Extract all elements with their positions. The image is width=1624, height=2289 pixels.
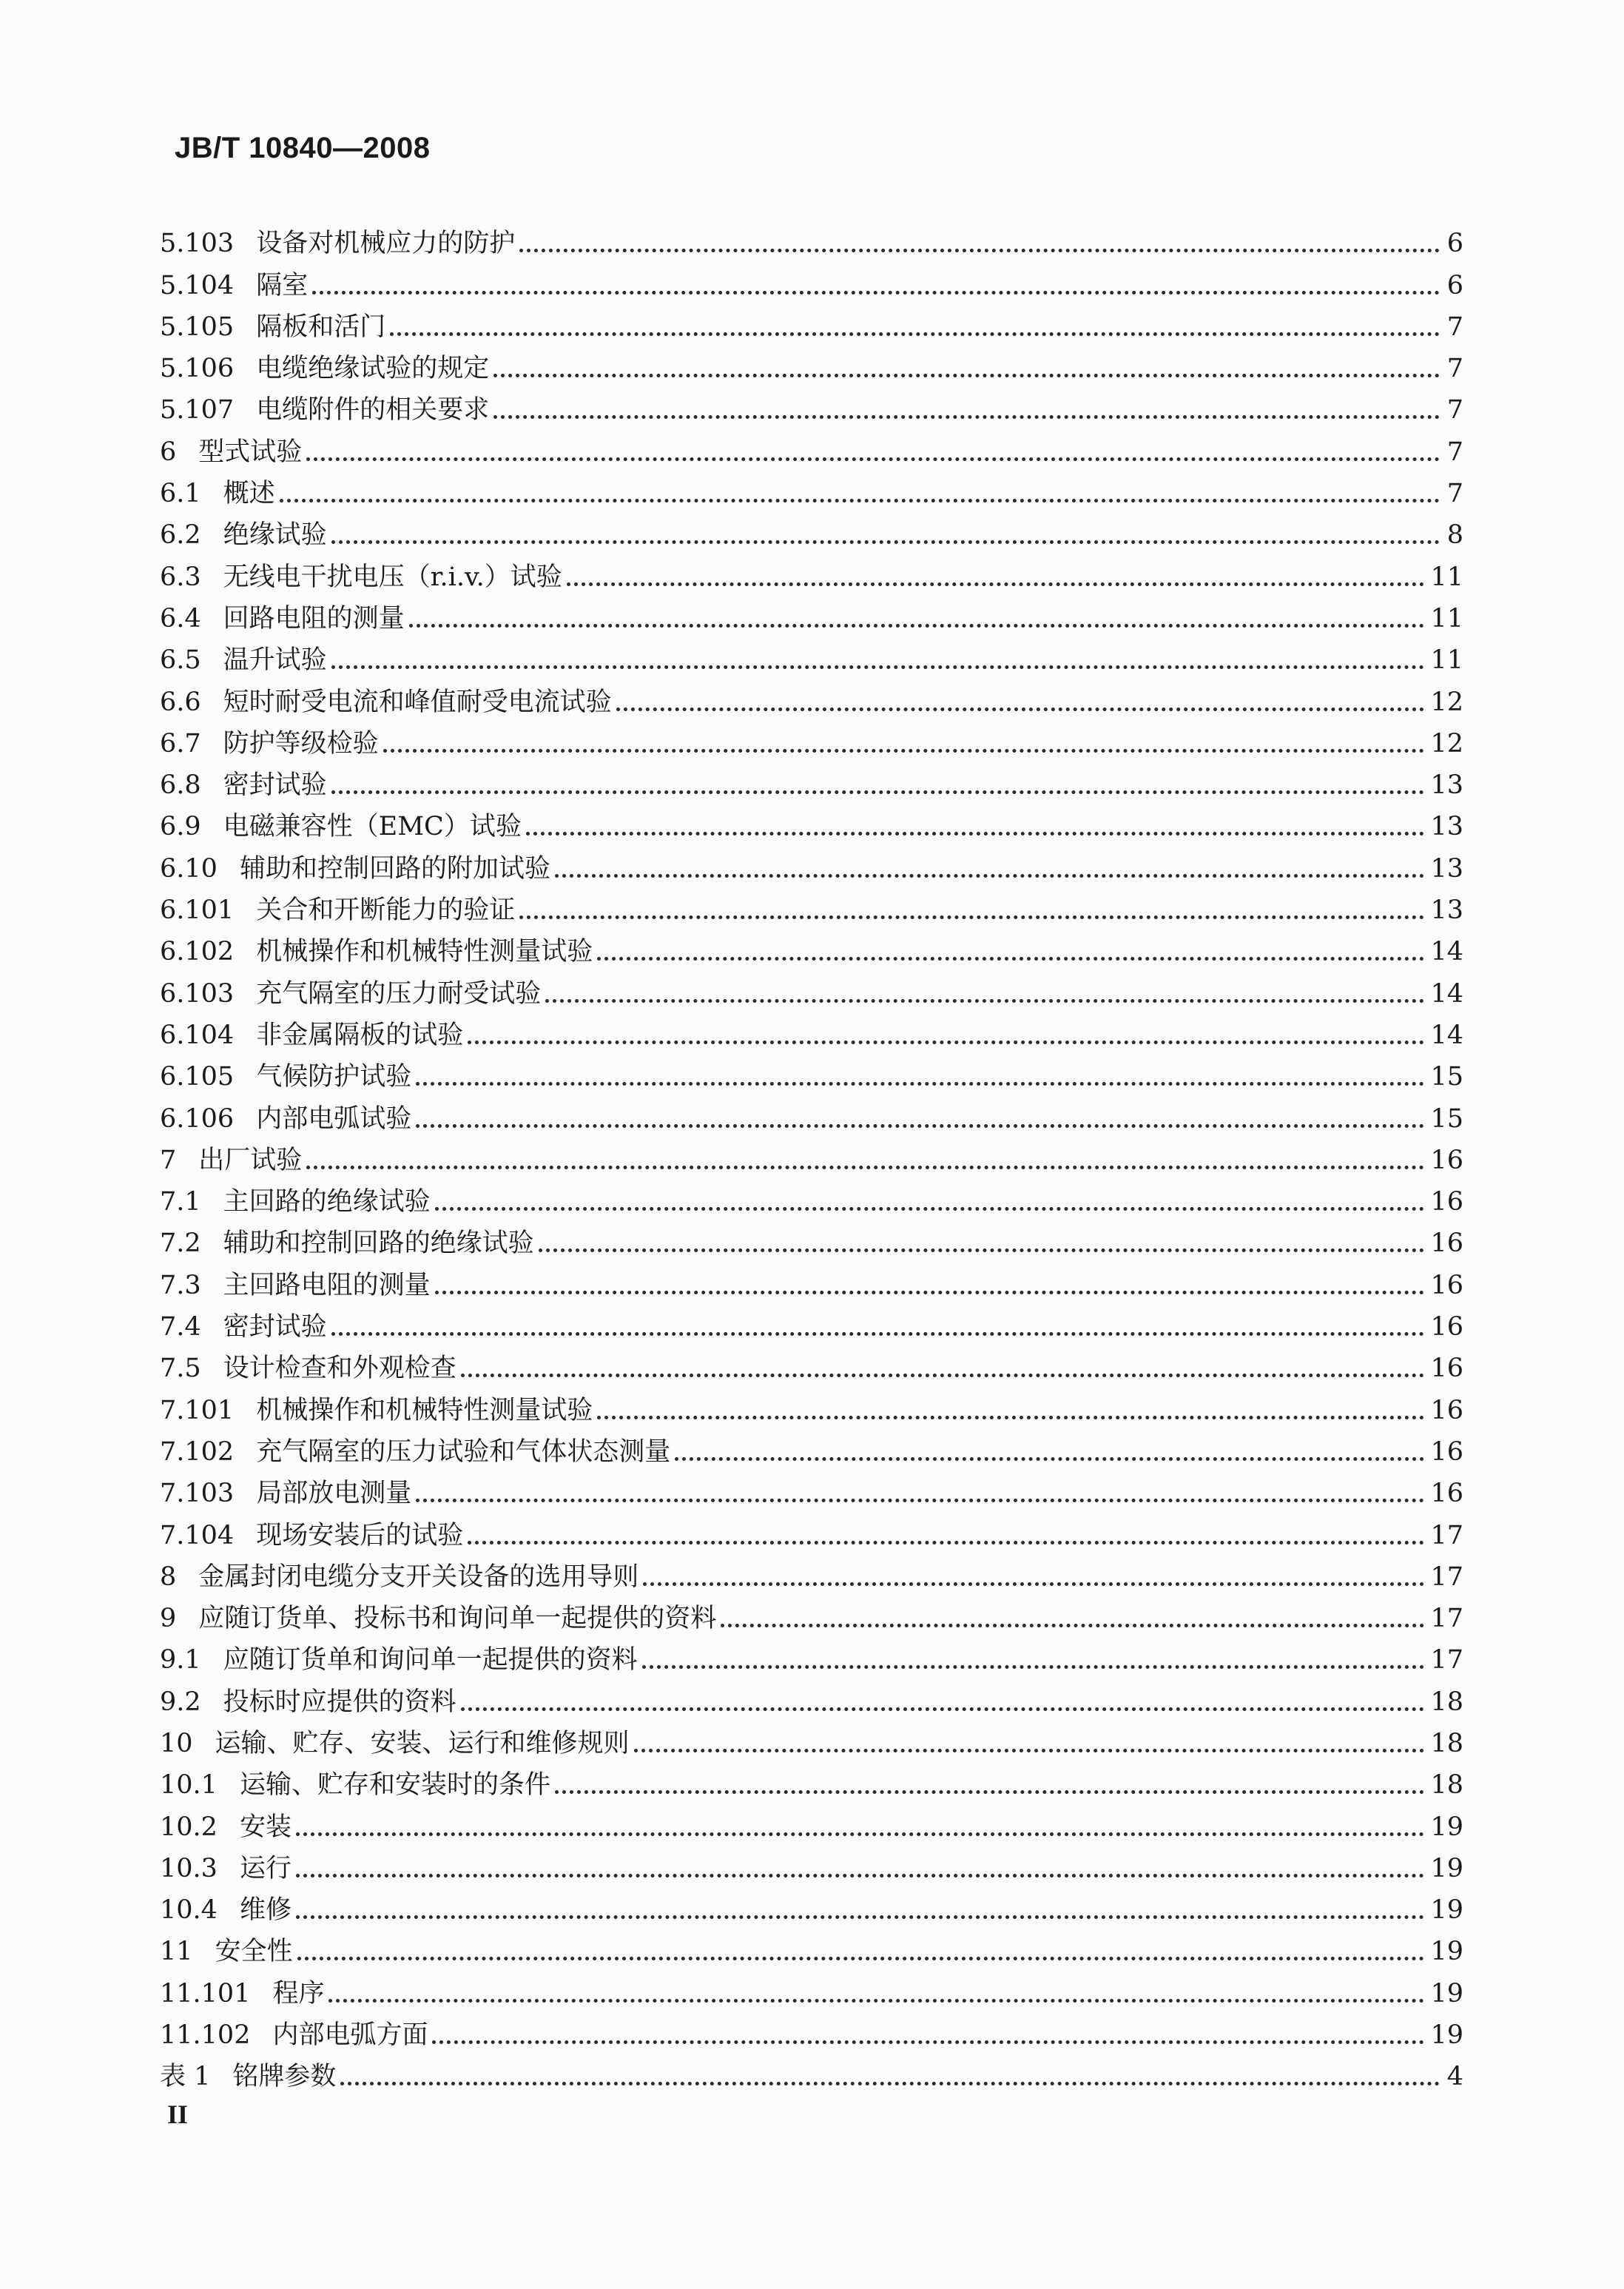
dot-leader [296,1832,1425,1836]
toc-entry[interactable] [160,673,1463,715]
toc-entry-number: 6.1 [160,479,201,509]
toc-entry-title: 主回路的绝缘试验 [223,1187,431,1217]
dot-leader [297,1957,1425,1960]
toc-entry-number: 5.106 [160,354,235,384]
toc-entry-number: 6.3 [160,562,201,592]
dot-leader [306,457,1440,461]
toc-entry-page: 14 [1430,978,1463,1009]
toc-entry-title: 局部放电测量 [256,1479,412,1509]
toc-entry-number: 10.4 [160,1895,218,1926]
toc-entry-number: 7.102 [160,1436,235,1467]
dot-leader [312,291,1440,295]
toc-entry-number: 6.103 [160,978,235,1009]
dot-leader [555,1790,1425,1794]
toc-entry-number: 6.106 [160,1103,235,1134]
toc-entry-page: 13 [1430,812,1463,842]
toc-entry-number: 7.2 [160,1228,201,1259]
toc-entry[interactable] [160,1340,1463,1382]
toc-entry-number: 9.2 [160,1687,201,1717]
footer-page-number: II [167,2100,189,2129]
toc-entry[interactable] [160,965,1463,1009]
toc-entry[interactable] [160,382,1463,426]
dot-leader [416,1499,1424,1502]
toc-entry[interactable] [160,1798,1463,1840]
dot-leader [721,1624,1424,1627]
toc-entry-page: 17 [1430,1604,1463,1634]
toc-entry-title: 内部电弧试验 [256,1103,412,1134]
toc-entry-page: 19 [1430,1978,1463,2009]
toc-entry-title: 密封试验 [223,1312,327,1342]
toc-entry-page: 7 [1446,479,1463,509]
toc-entry[interactable] [160,1632,1463,1673]
toc-entry-page: 6 [1446,270,1463,300]
toc-entry-number: 6.102 [160,937,235,967]
dot-leader [416,1124,1424,1128]
dot-leader [539,1248,1425,1252]
toc-entry-page: 11 [1430,603,1463,633]
dot-leader [642,1665,1425,1669]
toc-entry[interactable] [160,1841,1463,1882]
toc-entry-page: 7 [1446,354,1463,384]
toc-entry-title: 运输、贮存、安装、运行和维修规则 [215,1728,630,1758]
toc-entry-page: 17 [1430,1562,1463,1592]
toc-entry-title: 隔室 [256,270,309,300]
toc-entry-title: 安装 [239,1812,292,1842]
toc-entry-page: 14 [1430,937,1463,967]
toc-entry-title: 电磁兼容性（EMC）试验 [223,812,522,842]
dot-leader [340,2082,1440,2085]
toc-entry-number: 9 [160,1604,177,1634]
toc-entry-page: 12 [1430,687,1463,717]
toc-entry[interactable] [160,591,1463,632]
toc-entry-title: 运输、贮存和安装时的条件 [239,1770,550,1801]
toc-entry-number: 6.4 [160,603,201,633]
toc-entry-number: 6.7 [160,728,201,759]
toc-entry-title: 充气隔室的压力试验和气体状态测量 [256,1436,671,1467]
toc-entry-title: 绝缘试验 [223,520,327,551]
toc-entry-number: 11 [160,1937,193,1967]
toc-entry-page: 19 [1430,1937,1463,1967]
toc-entry[interactable] [160,340,1463,382]
toc-entry-number: 7.101 [160,1395,235,1425]
toc-entry-title: 短时耐受电流和峰值耐受电流试验 [223,687,612,717]
dot-leader [567,582,1425,586]
toc-entry-number: 5.107 [160,395,235,426]
dot-leader [409,624,1425,628]
toc-entry-page: 11 [1430,562,1463,592]
toc-entry-page: 15 [1430,1062,1463,1092]
toc-entry-title: 应随订货单、投标书和询问单一起提供的资料 [198,1604,717,1634]
dot-leader [306,1166,1424,1169]
toc-entry-page: 13 [1430,895,1463,926]
toc-entry-number: 5.103 [160,229,235,259]
toc-entry-page: 12 [1430,728,1463,759]
toc-entry[interactable] [160,423,1463,465]
toc-entry-title: 辅助和控制回路的绝缘试验 [223,1228,534,1259]
toc-entry-page: 13 [1430,770,1463,801]
toc-entry[interactable] [160,1549,1463,1590]
dot-leader [493,374,1440,377]
toc-entry-title: 设备对机械应力的防护 [256,229,516,259]
toc-entry-number: 7 [160,1145,177,1175]
dot-leader [675,1457,1424,1461]
dot-leader [331,1332,1425,1336]
toc-entry-number: 11.102 [160,2020,251,2051]
toc-entry-title: 型式试验 [198,437,303,467]
dot-leader [280,499,1440,502]
toc-entry-title: 应随订货单和询问单一起提供的资料 [223,1645,638,1675]
toc-entry[interactable] [160,1507,1463,1548]
toc-entry[interactable] [160,2048,1463,2090]
toc-entry-page: 18 [1430,1687,1463,1717]
toc-entry-number: 6 [160,437,177,467]
toc-entry-title: 程序 [272,1978,325,2009]
toc-entry-page: 8 [1446,520,1463,551]
dot-leader [331,790,1425,794]
toc-entry-page: 13 [1430,853,1463,884]
toc-entry[interactable] [160,257,1463,298]
dot-leader [616,707,1425,711]
toc-entry[interactable] [160,1382,1463,1423]
toc-entry-title: 温升试验 [223,645,327,676]
toc-entry[interactable] [160,632,1463,676]
toc-entry[interactable] [160,1673,1463,1715]
toc-entry-title: 设计检查和外观检查 [223,1354,456,1384]
dot-leader [643,1582,1424,1586]
toc-entry[interactable] [160,1465,1463,1507]
toc-entry[interactable] [160,882,1463,924]
toc-entry[interactable] [160,1007,1463,1049]
toc-entry-number: 6.10 [160,853,218,884]
toc-entry-page: 16 [1430,1228,1463,1259]
toc-entry[interactable] [160,2007,1463,2051]
toc-entry-title: 投标时应提供的资料 [223,1687,456,1717]
toc-entry-number: 7.104 [160,1520,235,1550]
toc-entry[interactable] [160,1965,1463,2009]
toc-entry-page: 17 [1430,1645,1463,1675]
toc-entry-title: 金属封闭电缆分支开关设备的选用导则 [198,1562,639,1592]
toc-entry[interactable] [160,299,1463,340]
toc-entry-page: 19 [1430,1853,1463,1883]
toc-entry[interactable] [160,1090,1463,1132]
toc-entry[interactable] [160,840,1463,884]
dot-leader [468,1541,1424,1545]
toc-entry-title: 出厂试验 [198,1145,303,1175]
toc-entry-page: 4 [1446,2062,1463,2092]
dot-leader [597,1416,1424,1419]
toc-entry[interactable] [160,1757,1463,1801]
toc-entry-title: 现场安装后的试验 [256,1520,464,1550]
toc-entry[interactable] [160,465,1463,507]
dot-leader [555,874,1425,878]
dot-leader [519,249,1440,252]
dot-leader [468,1041,1424,1044]
toc-entry-number: 6.104 [160,1020,235,1050]
toc-entry-number: 6.8 [160,770,201,801]
dot-leader [390,332,1440,336]
toc-entry-title: 概述 [223,479,275,509]
toc-entry-number: 7.103 [160,1479,235,1509]
dot-leader [435,1207,1425,1211]
toc-entry[interactable] [160,1590,1463,1632]
toc-entry-page: 16 [1430,1187,1463,1217]
toc-entry-number: 10.3 [160,1853,218,1883]
toc-entry-page: 7 [1446,437,1463,467]
toc-entry-title: 无线电干扰电压（r.i.v.）试验 [223,562,562,592]
table-of-contents [160,215,1463,2090]
toc-entry-number: 6.6 [160,687,201,717]
toc-entry-number: 6.101 [160,895,235,926]
document-code: JB/T 10840—2008 [175,132,431,164]
toc-entry-page: 19 [1430,2020,1463,2051]
toc-entry[interactable] [160,1174,1463,1215]
toc-entry-title: 内部电弧方面 [272,2020,428,2051]
toc-entry[interactable] [160,1882,1463,1926]
toc-entry-page: 11 [1430,645,1463,676]
dot-leader [296,1874,1425,1878]
toc-entry[interactable] [160,1257,1463,1298]
toc-entry-title: 电缆绝缘试验的规定 [256,354,490,384]
dot-leader [331,665,1425,669]
toc-entry-title: 机械操作和机械特性测量试验 [256,937,593,967]
dot-leader [526,832,1425,836]
toc-entry-number: 表 1 [160,2062,211,2092]
toc-entry-number: 5.105 [160,312,235,342]
toc-entry[interactable] [160,1049,1463,1090]
toc-entry[interactable] [160,1424,1463,1465]
toc-entry-page: 18 [1430,1728,1463,1758]
toc-entry[interactable] [160,716,1463,757]
dot-leader [432,2040,1424,2044]
toc-entry-title: 维修 [239,1895,292,1926]
toc-entry-title: 安全性 [215,1937,293,1967]
toc-entry-number: 10.2 [160,1812,218,1842]
toc-entry-title: 回路电阻的测量 [223,603,405,633]
toc-entry-title: 非金属隔板的试验 [256,1020,464,1050]
toc-entry-page: 16 [1430,1145,1463,1175]
toc-entry-page: 16 [1430,1270,1463,1300]
dot-leader [435,1291,1425,1294]
toc-entry-page: 16 [1430,1436,1463,1467]
toc-entry[interactable] [160,799,1463,840]
dot-leader [545,999,1424,1003]
toc-entry[interactable] [160,548,1463,590]
dot-leader [383,749,1425,753]
toc-entry-number: 6.9 [160,812,201,842]
toc-entry-title: 隔板和活门 [256,312,386,342]
toc-entry-number: 7.3 [160,1270,201,1300]
toc-entry-page: 17 [1430,1520,1463,1550]
toc-entry-page: 16 [1430,1312,1463,1342]
toc-entry-number: 6.5 [160,645,201,676]
toc-entry-page: 16 [1430,1479,1463,1509]
toc-entry-number: 6.2 [160,520,201,551]
toc-entry-number: 9.1 [160,1645,201,1675]
toc-entry[interactable] [160,215,1463,257]
toc-entry-page: 19 [1430,1895,1463,1926]
toc-entry-title: 气候防护试验 [256,1062,412,1092]
toc-entry-number: 11.101 [160,1978,251,2009]
toc-entry-title: 铭牌参数 [232,2062,337,2092]
toc-entry-page: 6 [1446,229,1463,259]
dot-leader [519,915,1424,919]
toc-entry[interactable] [160,757,1463,799]
dot-leader [328,1999,1424,2003]
toc-entry-number: 7.5 [160,1354,201,1384]
dot-leader [331,540,1440,544]
toc-entry-title: 主回路电阻的测量 [223,1270,431,1300]
toc-entry-number: 7.1 [160,1187,201,1217]
toc-entry-page: 16 [1430,1395,1463,1425]
toc-entry-title: 充气隔室的压力耐受试验 [256,978,542,1009]
toc-entry-number: 10 [160,1728,193,1758]
toc-entry[interactable] [160,507,1463,551]
toc-entry-page: 7 [1446,395,1463,426]
toc-entry-number: 8 [160,1562,177,1592]
dot-leader [461,1374,1425,1377]
dot-leader [416,1082,1424,1086]
toc-entry-title: 电缆附件的相关要求 [256,395,490,426]
toc-entry-number: 10.1 [160,1770,218,1801]
toc-entry-title: 关合和开断能力的验证 [256,895,516,926]
toc-entry-page: 16 [1430,1354,1463,1384]
dot-leader [296,1915,1425,1919]
toc-entry-number: 6.105 [160,1062,235,1092]
dot-leader [634,1749,1425,1752]
toc-entry[interactable] [160,1715,1463,1757]
toc-entry-page: 18 [1430,1770,1463,1801]
toc-entry[interactable] [160,1132,1463,1174]
dot-leader [597,957,1424,961]
toc-entry-title: 密封试验 [223,770,327,801]
toc-entry[interactable] [160,1215,1463,1257]
toc-entry-page: 7 [1446,312,1463,342]
toc-entry-number: 7.4 [160,1312,201,1342]
toc-entry-page: 15 [1430,1103,1463,1134]
toc-entry-page: 19 [1430,1812,1463,1842]
toc-entry[interactable] [160,1299,1463,1340]
toc-entry[interactable] [160,924,1463,965]
toc-entry[interactable] [160,1923,1463,1965]
toc-entry-number: 5.104 [160,270,235,300]
dot-leader [493,415,1440,419]
dot-leader [461,1707,1425,1711]
toc-entry-title: 防护等级检验 [223,728,379,759]
toc-entry-page: 14 [1430,1020,1463,1050]
toc-entry-title: 辅助和控制回路的附加试验 [239,853,550,884]
toc-entry-title: 运行 [239,1853,292,1883]
toc-entry-title: 机械操作和机械特性测量试验 [256,1395,593,1425]
